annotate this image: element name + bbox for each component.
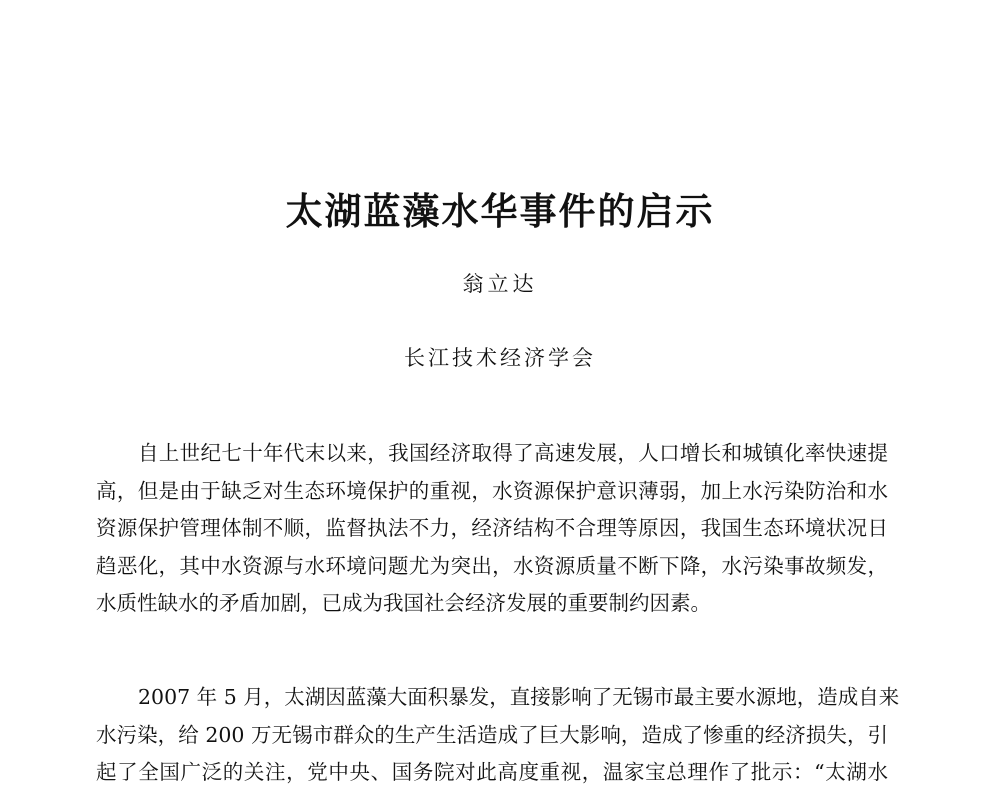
paragraph-line: 水质性缺水的矛盾加剧，已成为我国社会经济发展的重要制约因素。 — [96, 591, 711, 616]
paragraph-line: 自上世纪七十年代末以来，我国经济取得了高速发展，人口增长和城镇化率快速提 — [138, 441, 888, 465]
paragraph-line: 高，但是由于缺乏对生态环境保护的重视，水资源保护意识薄弱，加上水污染防治和水 — [96, 478, 888, 503]
author-name: 翁立达 — [462, 272, 538, 296]
paragraph-2 — [96, 679, 900, 792]
paragraph-line: 2007 年 5 月，太湖因蓝藻大面积暴发，直接影响了无锡市最主要水源地，造成自来 — [138, 685, 900, 709]
paragraph-line: 资源保护管理体制不顺，监督执法不力，经济结构不合理等原因，我国生态环境状况日 — [96, 516, 888, 541]
paragraph-line: 水污染，给 200 万无锡市群众的生产生活造成了巨大影响，造成了惨重的经济损失，引 — [96, 722, 888, 747]
author-organization: 长江技术经济学会 — [404, 346, 596, 370]
paragraph-line: 趋恶化，其中水资源与水环境问题尤为突出，水资源质量不断下降，水污染事故频发， — [96, 553, 888, 578]
paragraph-line: 起了全国广泛的关注，党中央、国务院对此高度重视，温家宝总理作了批示：“太湖水 — [96, 760, 888, 785]
paragraph-1 — [96, 435, 888, 623]
document-title: 太湖蓝藻水华事件的启示 — [285, 190, 715, 233]
